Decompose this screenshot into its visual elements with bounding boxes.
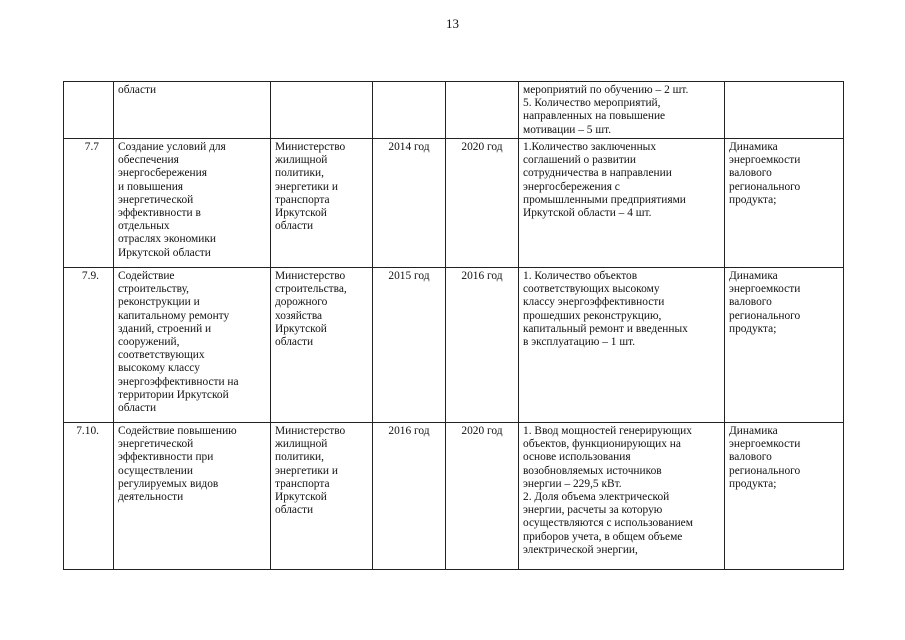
responsible-ministry	[271, 139, 373, 268]
responsible-ministry	[271, 423, 373, 570]
text-line: соответствующих	[118, 349, 205, 362]
end-year: 2016 год	[446, 268, 519, 423]
text-line: энергетической	[118, 438, 194, 451]
indicators	[519, 268, 725, 423]
row-number: 7.10.	[64, 423, 114, 570]
text-line: регулируемых видов	[118, 477, 219, 490]
end-year: 2020 год	[446, 423, 519, 570]
table-row	[64, 82, 844, 139]
text-line: классу энергоэффективности	[523, 296, 665, 309]
text-line: возобновляемых источников	[523, 464, 662, 477]
text-line: транспорта	[275, 477, 330, 490]
text-line: соглашений о развитии	[523, 154, 636, 167]
text-line: области	[118, 84, 157, 96]
text-line: мотивации – 5 шт.	[523, 123, 612, 136]
text-line: строительству,	[118, 283, 189, 296]
row-number	[64, 82, 114, 139]
text-line: строительства,	[275, 283, 347, 296]
text-line: эффективности в	[118, 207, 201, 220]
text-line: продукта;	[729, 322, 777, 335]
text-line: энергетической	[118, 193, 194, 206]
text-line: жилищной	[275, 154, 328, 167]
text-line: 1. Количество объектов	[523, 270, 638, 282]
text-line: энергии – 229,5 кВт.	[523, 477, 622, 490]
text-line: капитальный ремонт и введенных	[523, 322, 688, 335]
text-line: промышленными предприятиями	[523, 193, 686, 206]
end-year: 2020 год	[446, 139, 519, 268]
text-line: Министерство	[275, 425, 346, 437]
text-line: области	[275, 220, 314, 233]
responsible-ministry	[271, 82, 373, 139]
text-line: эффективности при	[118, 451, 214, 464]
text-line: объектов, функционирующих на	[523, 438, 681, 451]
text-line: мероприятий по обучению – 2 шт.	[523, 84, 689, 96]
text-line: капитальному ремонту	[118, 309, 230, 322]
text-line: Динамика	[729, 141, 778, 153]
text-line: энергетики и	[275, 464, 338, 477]
text-line: Иркутской	[275, 207, 327, 220]
text-line: 1.Количество заключенных	[523, 141, 657, 153]
text-line: политики,	[275, 451, 324, 464]
start-year	[373, 82, 446, 139]
text-line: электрической энергии,	[523, 543, 638, 556]
text-line: территории Иркутской	[118, 388, 229, 401]
text-line: энергосбережения	[118, 167, 207, 180]
text-line: отдельных	[118, 220, 170, 233]
text-line: прошедших реконструкцию,	[523, 309, 662, 322]
text-line: Иркутской области – 4 шт.	[523, 207, 652, 220]
text-line: энергоэффективности на	[118, 375, 239, 388]
text-line: транспорта	[275, 193, 330, 206]
text-line: валового	[729, 296, 772, 309]
text-line: и повышения	[118, 180, 184, 193]
text-line: области	[118, 402, 157, 415]
text-line: продукта;	[729, 477, 777, 490]
text-line: зданий, строений и	[118, 322, 212, 335]
text-line: Иркутской	[275, 322, 327, 335]
text-line: основе использования	[523, 451, 631, 464]
text-line: валового	[729, 451, 772, 464]
text-line: регионального	[729, 309, 801, 322]
text-line: Динамика	[729, 270, 778, 282]
text-line: Министерство	[275, 270, 346, 282]
table-row	[64, 423, 844, 570]
text-line: энергоемкости	[729, 438, 801, 451]
text-line: сооружений,	[118, 336, 180, 349]
text-line: приборов учета, в общем объеме	[523, 530, 683, 543]
text-line: Создание условий для	[118, 141, 226, 153]
target-indicator	[725, 268, 844, 423]
text-line: области	[275, 504, 314, 517]
text-line: соответствующих высокому	[523, 283, 660, 296]
text-line: 2. Доля объема электрической	[523, 491, 670, 504]
text-line: регионального	[729, 180, 801, 193]
text-line: дорожного	[275, 296, 328, 309]
text-line: Содействие повышению	[118, 425, 237, 437]
end-year	[446, 82, 519, 139]
table-row	[64, 268, 844, 423]
text-line: 1. Ввод мощностей генерирующих	[523, 425, 692, 437]
measure-name	[114, 423, 271, 570]
responsible-ministry	[271, 268, 373, 423]
text-line: энергоемкости	[729, 154, 801, 167]
text-line: хозяйства	[275, 309, 323, 322]
indicators	[519, 139, 725, 268]
text-line: области	[275, 336, 314, 349]
text-line: Иркутской	[275, 491, 327, 504]
text-line: энергии, расчеты за которую	[523, 504, 663, 517]
page-number: 13	[446, 16, 459, 31]
text-line: энергетики и	[275, 180, 338, 193]
indicators	[519, 82, 725, 139]
text-line: сотрудничества в направлении	[523, 167, 672, 180]
start-year: 2016 год	[373, 423, 446, 570]
text-line: деятельности	[118, 491, 184, 504]
table-row	[64, 139, 844, 268]
text-line: политики,	[275, 167, 324, 180]
text-line: Иркутской области	[118, 246, 211, 259]
text-line: энергоемкости	[729, 283, 801, 296]
text-line: в эксплуатацию – 1 шт.	[523, 336, 636, 349]
text-line: жилищной	[275, 438, 328, 451]
target-indicator	[725, 82, 844, 139]
text-line: высокому классу	[118, 362, 200, 375]
text-line: отраслях экономики	[118, 233, 216, 246]
text-line: Министерство	[275, 141, 346, 153]
text-line: обеспечения	[118, 154, 179, 167]
text-line: Динамика	[729, 425, 778, 437]
text-line: осуществлении	[118, 464, 193, 477]
program-table	[63, 81, 844, 570]
row-number: 7.7	[64, 139, 114, 268]
text-line: энергосбережения с	[523, 180, 620, 193]
target-indicator	[725, 423, 844, 570]
measure-name	[114, 139, 271, 268]
text-line: валового	[729, 167, 772, 180]
target-indicator	[725, 139, 844, 268]
text-line: реконструкции и	[118, 296, 200, 309]
text-line: Содействие	[118, 270, 175, 282]
measure-name	[114, 82, 271, 139]
text-line: регионального	[729, 464, 801, 477]
text-line: 5. Количество мероприятий,	[523, 97, 661, 110]
text-line: осуществляются с использованием	[523, 517, 693, 530]
measure-name	[114, 268, 271, 423]
start-year: 2015 год	[373, 268, 446, 423]
text-line: направленных на повышение	[523, 110, 666, 123]
start-year: 2014 год	[373, 139, 446, 268]
row-number: 7.9.	[64, 268, 114, 423]
text-line: продукта;	[729, 193, 777, 206]
indicators	[519, 423, 725, 570]
